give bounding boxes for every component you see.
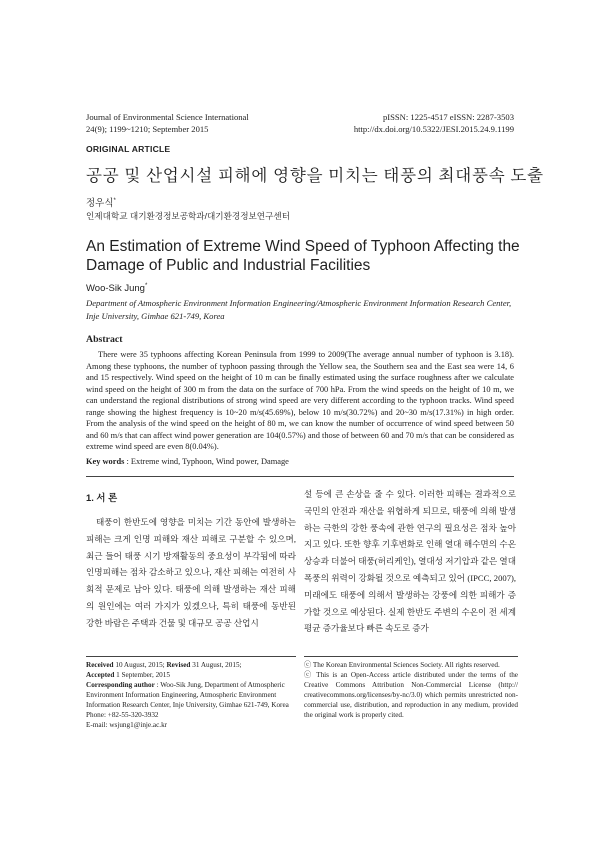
license-info: [304, 660, 518, 720]
body-column-right: 설 등에 큰 손상을 줄 수 있다. 이러한 피해는 결과적으로 국민의 안전과 재산을 위협하게 되므로, 태풍에 의해 발생하는 극한의 강한 풍속에 관한 연구의 필요성은 점차 높아지고 있다. 또한 향후 기후변화로 인해 열대 해수면의 수온상승과 더불어 태풍(허리케인), 열대성 저기압과 같은 열대 폭풍의 위력이 강화될 것으로 예측되고 있어 (IPCC, 2007), 미래에도 태풍에 의해서 발생하는 강풍에 의한 피해가 증가할 것으로 예상된다. 실제 한반도 주변의 수온이 전 세계 평균 증가율보다 빠른 속도로 증가: [304, 489, 516, 634]
abstract-heading: Abstract: [86, 334, 123, 345]
doi-link[interactable]: http://dx.doi.org/10.5322/JESI.2015.24.9.1199: [353, 124, 514, 134]
journal-volume: 24(9); 1199~1210; September 2015: [86, 124, 209, 134]
issn: pISSN: 1225-4517 eISSN: 2287-3503: [382, 112, 514, 122]
keywords: [86, 457, 514, 466]
abstract-text: There were 35 typhoons affecting Korean Peninsula from 1999 to 2009(The average annual number of typhoon is 3.18). Among these typhoons, the number of typhoon passing through the Yellow sea, the Southern sea and the East sea were 14, 6 and 15 respectively. Wind speed on the height of 10 m can be finally estimated using the surface roughness after we calculate wind speed on the height of 300 m from the data on the surface of 700 hPa. From the wind speeds on the height of 10 m, we can understand the regional distributions of strong wind speed are very different according to the typhoon tracks. Wind speed range showing the highest frequency is 10~20 m/s(45.69%), below 10 m/s(30.72%) and 20~30 m/s(17.31%) in high order. From the analysis of the wind speed on the height of 80 m, we can know the number of occurrence of wind speed between 50 and 60 m/s that can affect wind power generation are 104(0.57%) and those of between 60 and 70 m/s that can be considered as extreme wind speed are even 8(0.04%).: [86, 350, 514, 451]
journal-header: [86, 111, 249, 135]
corresponding-author: [86, 680, 296, 710]
english-author: [86, 283, 147, 294]
revised-date: 31 August, 2015;: [190, 661, 242, 669]
korean-author-name: 정우식: [86, 198, 114, 209]
email[interactable]: E-mail: wsjung1@inje.ac.kr: [86, 721, 168, 729]
accepted-label: Accepted: [86, 671, 115, 679]
korean-author-mark: *: [113, 197, 116, 204]
korean-title: 공공 및 산업시설 피해에 영향을 미치는 태풍의 최대풍속 도출: [86, 166, 544, 185]
dates-line-1: [86, 660, 296, 670]
copyright: ⓒ The Korean Environmental Sciences Society. All rights reserved.: [304, 661, 500, 669]
revised-label: Revised: [166, 661, 191, 669]
received-label: Received: [86, 661, 114, 669]
license-text: ⓒ This is an Open-Access article distributed under the terms of the Creative Commons Attribution Non-Commercial License (http:// creativecommons.org/licenses/by-nc/3.0) which permits unrestricted non-commercial use, distribution, and reproduction in any medium, provided the original work is properly cited.: [304, 671, 518, 719]
accepted-date: 1 September, 2015: [114, 671, 170, 679]
issn-header: [354, 111, 514, 135]
article-info: [86, 660, 296, 730]
received-date: 10 August, 2015;: [113, 661, 167, 669]
journal-name: Journal of Environmental Science International: [86, 112, 249, 122]
korean-author: [86, 195, 116, 209]
english-author-name: Woo-Sik Jung: [86, 283, 145, 295]
phone: Phone: +82-55-320-3932: [86, 711, 159, 719]
section-heading: 1. 서 론: [86, 492, 118, 503]
body-column-left: 태풍이 한반도에 영향을 미치는 기간 동안에 발생하는 피해는 크게 인명 피해와 재산 피해로 구분할 수 있으며, 최근 들어 태풍 시기 방재활동의 중요성이 부각됨에 따라 인명피해는 점차 감소하고 있으나, 재산 피해는 여전히 사회적 문제로 남아 있다. 태풍에 의해 발생하는 재산 피해의 원인에는 여러 가지가 있겠으나, 특히 태풍에 동반된 강한 바람은 주택과 건물 및 대규모 공공 산업시: [86, 517, 296, 628]
article-type: ORIGINAL ARTICLE: [86, 144, 171, 154]
footer-rule-right: [304, 656, 518, 657]
corresponding-label: Corresponding author: [86, 681, 155, 689]
korean-affiliation: 인제대학교 대기환경정보공학과/대기환경정보연구센터: [86, 211, 291, 221]
dates-line-2: [86, 670, 296, 680]
keywords-label: Key words: [86, 457, 125, 466]
keywords-list: : Extreme wind, Typhoon, Wind power, Damage: [124, 457, 289, 466]
footer-rule-left: [86, 656, 296, 657]
english-affiliation: Department of Atmospheric Environment Information Engineering/Atmospheric Environment Information Research Center, Inje University, Gimhae 621-749, Korea: [86, 298, 512, 321]
english-title: An Estimation of Extreme Wind Speed of Typhoon Affecting the Damage of Public and Industrial Facilities: [86, 238, 520, 274]
divider: [86, 476, 514, 477]
corresponding-details: : Woo-Sik Jung, Department of Atmospheric Environment Information Engineering, Atmospheric Environment Information Research Center, Inje University, Gimhae 621-749, Korea: [86, 681, 289, 709]
english-author-mark: *: [144, 283, 148, 289]
